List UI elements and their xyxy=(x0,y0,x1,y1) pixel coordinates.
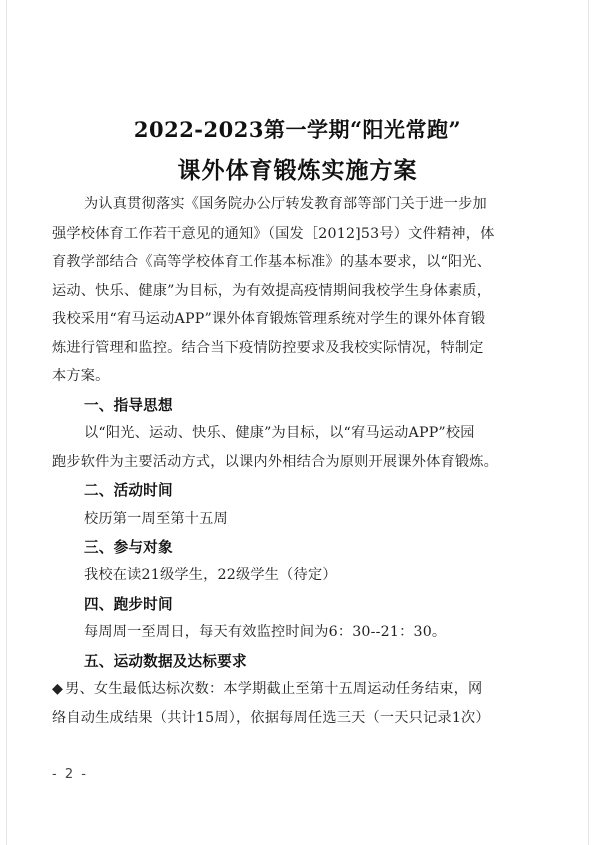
section-line: 我校在读21级学生，22级学生（待定） xyxy=(84,567,337,583)
intro-line: 为认真贯彻落实《国务院办公厅转发教育部等部门关于进一步加 xyxy=(84,196,487,212)
section-heading: 二、活动时间 xyxy=(84,482,173,499)
document-title-line1: 2022-2023第一学期“阳光常跑” xyxy=(133,117,462,142)
page-number: - 2 - xyxy=(52,767,88,782)
section-line: 以“阳光、运动、快乐、健康”为目标，以“宥马运动APP”校园 xyxy=(84,425,475,441)
bullet-line: 络自动生成结果（共计15周），依据每周任选三天（一天只记录1次） xyxy=(52,710,490,726)
intro-line: 强学校体育工作若干意见的通知》（国发［2012]53号）文件精神，体 xyxy=(52,226,495,242)
section-line: 校历第一周至第十五周 xyxy=(84,511,228,527)
intro-line: 炼进行管理和监控。结合当下疫情防控要求及我校实际情况，特制定 xyxy=(52,340,484,356)
intro-line: 本方案。 xyxy=(52,368,110,384)
diamond-bullet-icon: ◆ xyxy=(52,681,64,697)
section-heading: 一、指导思想 xyxy=(84,397,173,414)
document-title-line2: 课外体育锻炼实施方案 xyxy=(177,157,418,184)
intro-line: 我校采用“宥马运动APP”课外体育锻炼管理系统对学生的课外体育锻 xyxy=(52,311,486,327)
section-heading: 三、参与对象 xyxy=(84,539,173,556)
section-line: 跑步软件为主要活动方式，以课内外相结合为原则开展课外体育锻炼。 xyxy=(52,454,499,470)
section-line: 每周周一至周日，每天有效监控时间为6：30--21：30。 xyxy=(84,624,447,640)
intro-line: 运动、快乐、健康”为目标，为有效提高疫情期间我校学生身体素质， xyxy=(52,283,492,299)
section-heading: 五、运动数据及达标要求 xyxy=(84,653,247,670)
intro-line: 育教学部结合《高等学校体育工作基本标准》的基本要求，以“阳光、 xyxy=(52,254,492,270)
bullet-line xyxy=(52,678,482,698)
section-heading: 四、跑步时间 xyxy=(84,596,173,613)
bullet-text: 男、女生最低达标次数：本学期截止至第十五周运动任务结束，网 xyxy=(65,681,483,697)
